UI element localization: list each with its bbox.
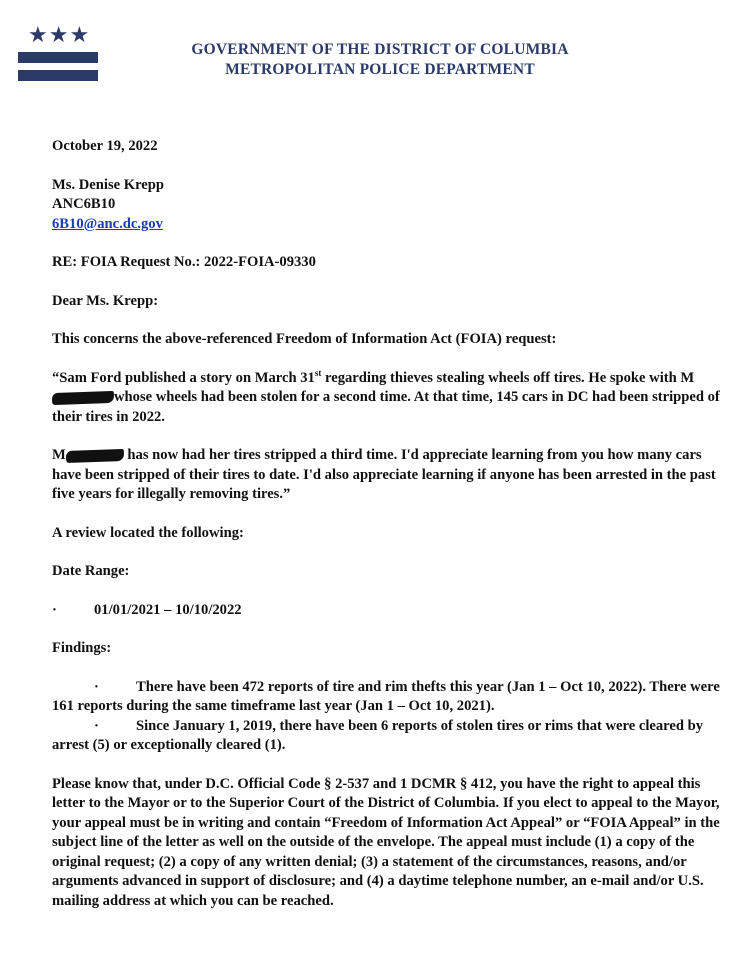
- finding-2: [52, 717, 722, 756]
- redaction-mark: [52, 391, 114, 405]
- date-range-value: 01/01/2021 – 10/10/2022: [94, 601, 242, 618]
- dc-flag-logo: [18, 22, 98, 84]
- salutation: Dear Ms. Krepp:: [52, 292, 159, 309]
- logo-bar-bottom: [18, 70, 98, 81]
- letterhead-government: GOVERNMENT OF THE DISTRICT OF COLUMBIA: [191, 41, 569, 58]
- letter-date: October 19, 2022: [52, 138, 158, 154]
- quote2-text-a: M: [52, 447, 66, 463]
- logo-stars: ★★★: [28, 22, 91, 47]
- review-line: A review located the following:: [52, 524, 244, 541]
- bullet-icon: ·: [94, 678, 99, 695]
- letterhead: [120, 40, 640, 80]
- date-range-label: Date Range:: [52, 563, 130, 579]
- quote-superscript: st: [314, 367, 322, 378]
- quote-paragraph-2: [52, 446, 722, 505]
- bullet-icon: ·: [52, 601, 57, 618]
- redaction-mark-2: [66, 449, 124, 463]
- quote-text-c: whose wheels had been stolen for a second time. At that time, 145 cars in DC had been stripped of their tires in 2022.: [52, 389, 720, 425]
- intro-paragraph: This concerns the above-referenced Freedom of Information Act (FOIA) request:: [52, 331, 557, 347]
- quote-text-b: regarding thieves stealing wheels off tires. He spoke with M: [321, 369, 695, 386]
- letter-body: [52, 137, 722, 930]
- quote-text-a: “Sam Ford published a story on March 31: [52, 369, 315, 386]
- date-range-item: [52, 601, 722, 621]
- re-line: RE: FOIA Request No.: 2022-FOIA-09330: [52, 254, 316, 270]
- recipient-block: [52, 176, 722, 235]
- recipient-email-link[interactable]: 6B10@anc.dc.gov: [52, 215, 163, 232]
- quote2-text-b: has now had her tires stripped a third time. I'd appreciate learning from you how many cars have been stripped of their tires to date. I'd also appreciate learning if anyone has been arrested in the past five years for illegally removing tires.”: [52, 447, 716, 502]
- finding-1: [52, 678, 722, 717]
- quote-paragraph-1: [52, 369, 722, 428]
- findings-label: Findings:: [52, 640, 112, 656]
- letterhead-department: METROPOLITAN POLICE DEPARTMENT: [225, 61, 535, 78]
- appeal-paragraph: Please know that, under D.C. Official Code § 2-537 and 1 DCMR § 412, you have the right to appeal this letter to the Mayor or to the Superior Court of the District of Columbia. If you elect to appeal to the Mayor, your appeal must be in writing and contain “Freedom of Information Act Appeal” or “FOIA Appeal” in the subject line of the letter as well on the outside of the envelope. The appeal must include (1) a copy of the original request; (2) a copy of any written denial; (3) a statement of the circumstances, reasons, and/or arguments advanced in support of disclosure; and (4) a daytime telephone number, an e-mail and/or U.S. mailing address at which you can be reached.: [52, 775, 720, 909]
- finding-1-text: There have been 472 reports of tire and rim thefts this year (Jan 1 – Oct 10, 2022). There were 161 reports during the same timeframe last year (Jan 1 – Oct 10, 2021).: [52, 678, 720, 714]
- finding-2-text: Since January 1, 2019, there have been 6 reports of stolen tires or rims that were cleared by arrest (5) or exceptionally cleared (1).: [52, 717, 704, 753]
- recipient-name: Ms. Denise Krepp: [52, 176, 165, 193]
- bullet-icon: ·: [94, 717, 99, 734]
- logo-bar-top: [18, 52, 98, 63]
- recipient-org: ANC6B10: [52, 196, 116, 212]
